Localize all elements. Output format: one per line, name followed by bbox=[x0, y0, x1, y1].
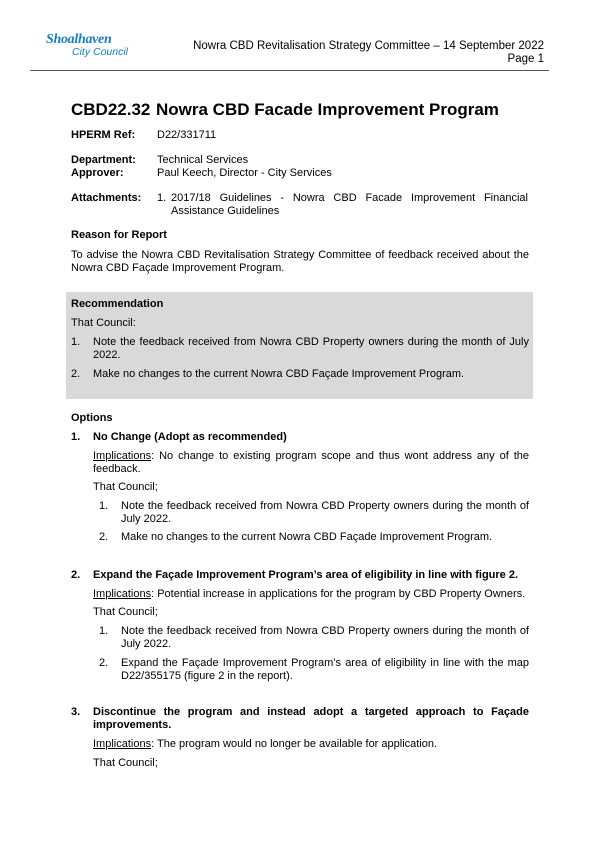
council-logo bbox=[42, 32, 132, 62]
hperm-row bbox=[71, 129, 216, 142]
report-title bbox=[71, 100, 499, 120]
that-council: That Council; bbox=[93, 606, 158, 618]
option-sub-item bbox=[99, 500, 529, 526]
department-label: Department: bbox=[71, 154, 136, 166]
attachments-row bbox=[71, 192, 157, 205]
logo-wordmark: Shoalhaven bbox=[46, 32, 112, 47]
list-text: Note the feedback received from Nowra CBD Property owners during the month of July 2022. bbox=[93, 336, 529, 361]
report-number: CBD22.32 bbox=[71, 100, 151, 119]
option-title bbox=[71, 431, 529, 444]
option-sub-item bbox=[99, 657, 529, 683]
list-text: Make no changes to the current Nowra CBD Façade Improvement Program. bbox=[93, 368, 465, 380]
page-number: Page 1 bbox=[507, 53, 544, 65]
implications-text: : Potential increase in applications for the program by CBD Property Owners. bbox=[151, 588, 526, 600]
hperm-label: HPERM Ref: bbox=[71, 129, 136, 141]
option-number: 1. bbox=[71, 431, 81, 443]
option-sub-item bbox=[99, 625, 529, 651]
option-title-text: Discontinue the program and instead adopt a targeted approach to Façade improvements. bbox=[93, 706, 529, 731]
implications-text: : The program would no longer be available for application. bbox=[151, 738, 438, 750]
list-number: 1. bbox=[71, 336, 81, 348]
list-number: 2. bbox=[71, 368, 81, 380]
list-text: Make no changes to the current Nowra CBD Façade Improvement Program. bbox=[121, 531, 493, 543]
list-text: Note the feedback received from Nowra CBD Property owners during the month of July 2022. bbox=[121, 500, 529, 525]
implications-label: Implications bbox=[93, 450, 152, 462]
header-divider bbox=[30, 70, 549, 71]
option-implications bbox=[93, 738, 529, 751]
hperm-value: D22/331711 bbox=[157, 129, 217, 141]
option-title-text: Expand the Façade Improvement Program’s area of eligibility in line with figure 2. bbox=[93, 569, 519, 581]
option-number: 2. bbox=[71, 569, 81, 581]
option-sub-item bbox=[99, 531, 529, 544]
option-title bbox=[71, 569, 529, 582]
attachment-link[interactable]: 2017/18 Guidelines - Nowra CBD Facade Improvement Financial Assistance Guidelines bbox=[171, 192, 528, 217]
that-council: That Council; bbox=[93, 481, 158, 493]
implications-label: Implications bbox=[93, 588, 152, 600]
approver-value: Paul Keech, Director - City Services bbox=[157, 167, 332, 179]
reason-text: To advise the Nowra CBD Revitalisation Strategy Committee of feedback received about the Nowra CBD Façade Improvement Program. bbox=[71, 249, 529, 274]
option-number: 3. bbox=[71, 706, 81, 718]
attachments-label: Attachments: bbox=[71, 192, 142, 204]
attachment-number: 1. bbox=[157, 192, 167, 204]
that-council: That Council; bbox=[93, 757, 158, 769]
options-heading: Options bbox=[71, 412, 113, 424]
recommendation-item bbox=[71, 336, 529, 362]
option-title-text: No Change (Adopt as recommended) bbox=[93, 431, 287, 443]
recommendation-item bbox=[71, 368, 529, 381]
approver-row bbox=[71, 167, 332, 180]
list-text: Note the feedback received from Nowra CBD Property owners during the month of July 2022. bbox=[121, 625, 529, 650]
recommendation-heading: Recommendation bbox=[71, 298, 164, 310]
list-number: 2. bbox=[99, 531, 109, 543]
option-title bbox=[71, 706, 529, 732]
page-header bbox=[193, 40, 544, 66]
logo-subtitle: City Council bbox=[72, 46, 129, 58]
department-row bbox=[71, 154, 248, 167]
list-number: 2. bbox=[99, 657, 109, 669]
report-title-text: Nowra CBD Facade Improvement Program bbox=[156, 100, 499, 119]
reason-heading: Reason for Report bbox=[71, 229, 167, 241]
list-text: Expand the Façade Improvement Program’s area of eligibility in line with the map D22/355175 (figure 2 in the report). bbox=[121, 657, 529, 682]
implications-label: Implications bbox=[93, 738, 152, 750]
option-implications bbox=[93, 450, 529, 476]
department-value: Technical Services bbox=[157, 154, 249, 166]
list-number: 1. bbox=[99, 625, 109, 637]
recommendation-intro: That Council: bbox=[71, 317, 136, 329]
list-number: 1. bbox=[99, 500, 109, 512]
meeting-title: Nowra CBD Revitalisation Strategy Committee – 14 September 2022 bbox=[193, 40, 544, 52]
option-implications bbox=[93, 588, 529, 601]
implications-text: : No change to existing program scope and thus wont address any of the feedback. bbox=[93, 450, 529, 475]
attachment-item bbox=[157, 192, 528, 218]
approver-label: Approver: bbox=[71, 167, 124, 179]
